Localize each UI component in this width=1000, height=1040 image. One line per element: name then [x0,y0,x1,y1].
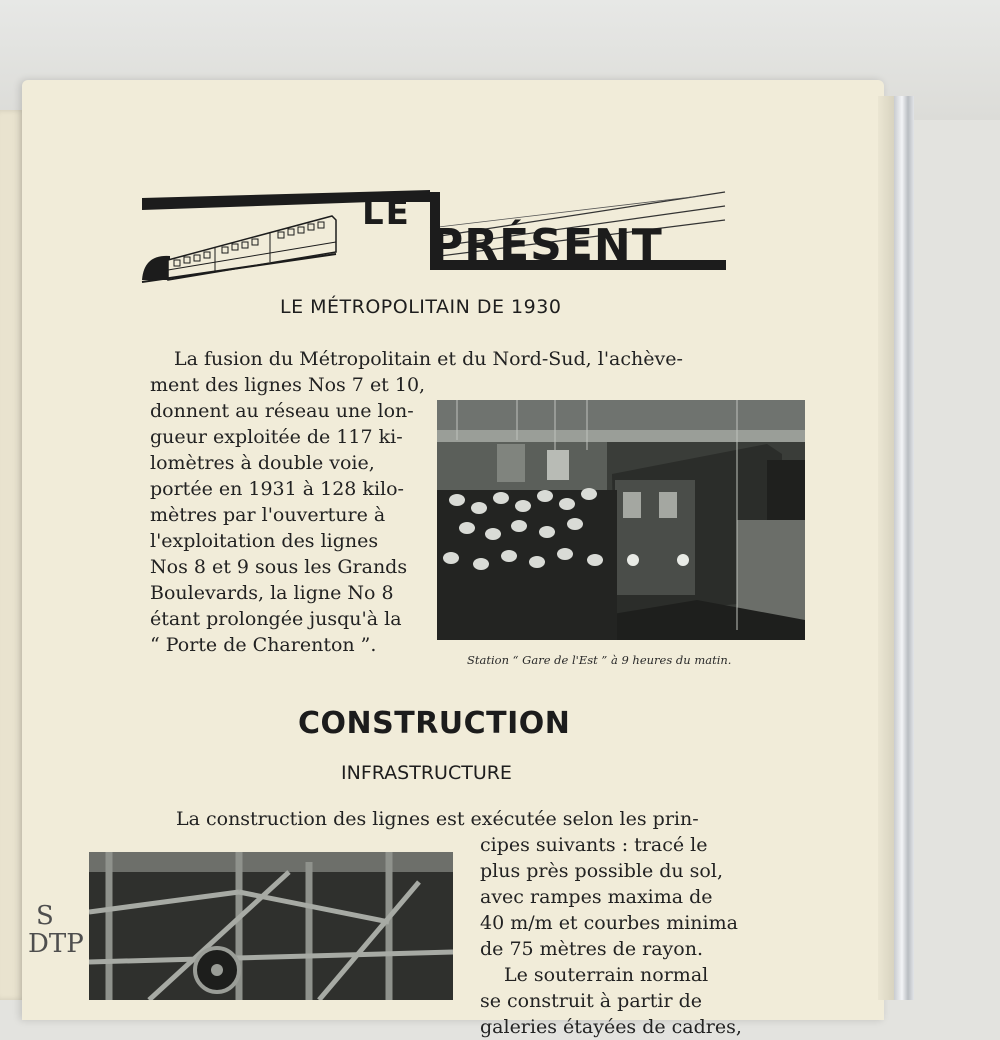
section-subtitle: LE MÉTROPOLITAIN DE 1930 [280,296,562,318]
text-line: gueur exploitée de 117 ki- [150,426,403,448]
text-line: avec rampes maxima de [480,886,713,908]
text-line: 40 m/m et courbes minima [480,912,738,934]
construction-photo-drawing [89,852,453,1000]
text-line: cipes suivants : tracé le [480,834,708,856]
text-line: Le souterrain normal [504,964,709,986]
text-line: de 75 mètres de rayon. [480,938,703,960]
text-line: “ Porte de Charenton ”. [150,634,377,656]
text-line: l'exploitation des lignes [150,530,379,552]
text-line: La fusion du Métropolitain et du Nord-Sud, l'achève- [174,348,683,370]
photo-caption: Station “ Gare de l'Est ” à 9 heures du matin. [467,653,732,667]
construction-first-line: La construction des lignes est exécutée selon les prin- [176,808,699,830]
section-heading: CONSTRUCTION [298,706,571,741]
text-line: galeries étayées de cadres, [480,1016,742,1038]
text-line: donnent au réseau une lon- [150,400,414,422]
text-line: lomètres à double voie, [150,452,375,474]
construction-paragraph [480,832,740,1040]
watermark-line: S [36,901,54,931]
page-stack-edge [878,96,894,1000]
text-line: ment des lignes Nos 7 et 10, [150,374,426,396]
logo-le: LE [362,193,411,233]
text-line: étant prolongée jusqu'à la [150,608,402,630]
section-subheading: INFRASTRUCTURE [341,762,512,784]
shop-watermark [28,902,84,958]
logo-present: PRÉSENT [431,220,663,271]
text-line: portée en 1931 à 128 kilo- [150,478,404,500]
watermark-line: DTP [28,929,84,959]
text-line: Boulevards, la ligne No 8 [150,582,394,604]
construction-photo [89,852,453,1000]
text-line: mètres par l'ouverture à [150,504,386,526]
text-line: plus près possible du sol, [480,860,723,882]
text-line: se construit à partir de [480,990,702,1012]
station-photo [437,400,805,640]
text-line: Nos 8 et 9 sous les Grands [150,556,408,578]
station-photo-drawing [437,400,805,640]
book-cover-edge [894,96,914,1000]
